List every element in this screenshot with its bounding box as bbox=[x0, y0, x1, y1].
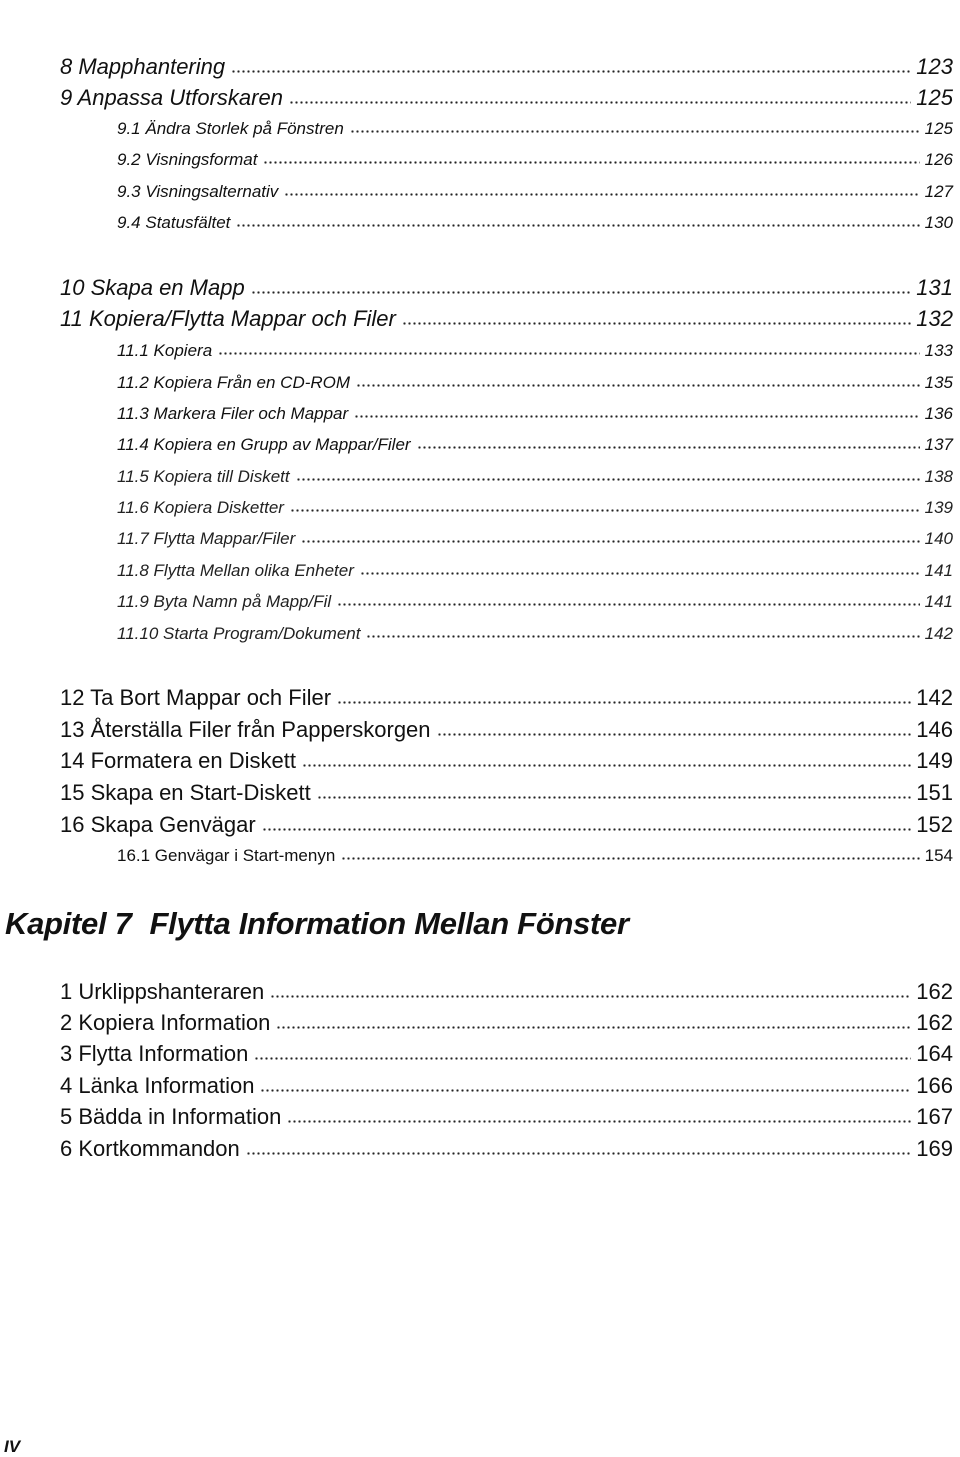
toc-entry-page: 133 bbox=[924, 341, 953, 360]
toc-entry-title: 10 Skapa en Mapp bbox=[60, 275, 245, 300]
toc-entry-title: 9.4 Statusfältet bbox=[117, 213, 231, 232]
toc-entry-title: 11 Kopiera/Flytta Mappar och Filer bbox=[60, 306, 396, 331]
toc-entry-page: 169 bbox=[916, 1136, 953, 1161]
toc-entry[interactable] bbox=[60, 1010, 953, 1036]
dot-leader bbox=[354, 415, 919, 418]
dot-leader bbox=[287, 1120, 911, 1123]
toc-entry-page: 127 bbox=[924, 182, 953, 201]
toc-entry-page: 125 bbox=[924, 119, 953, 138]
toc-entry[interactable] bbox=[117, 624, 953, 646]
toc-entry-page: 139 bbox=[924, 498, 953, 517]
toc-entry-title: 11.6 Kopiera Disketter bbox=[117, 498, 284, 517]
toc-entry[interactable] bbox=[60, 685, 953, 711]
toc-entry-title: 11.7 Flytta Mappar/Filer bbox=[117, 529, 296, 548]
chapter-title: Flytta Information Mellan Fönster bbox=[149, 906, 629, 941]
dot-leader bbox=[366, 635, 919, 638]
dot-leader bbox=[236, 224, 919, 227]
dot-leader bbox=[337, 701, 911, 704]
toc-entry[interactable] bbox=[117, 341, 953, 363]
toc-entry-page: 162 bbox=[916, 979, 953, 1004]
toc-entry-title: 9.2 Visningsformat bbox=[117, 150, 258, 169]
toc-entry-page: 126 bbox=[924, 150, 953, 169]
dot-leader bbox=[290, 509, 920, 512]
dot-leader bbox=[302, 764, 911, 767]
toc-entry[interactable] bbox=[60, 812, 953, 838]
toc-entry-title: 4 Länka Information bbox=[60, 1073, 255, 1098]
toc-entry-title: 5 Bädda in Information bbox=[60, 1104, 282, 1129]
toc-entry-page: 125 bbox=[916, 85, 953, 110]
toc-entry[interactable] bbox=[117, 119, 953, 141]
toc-entry[interactable] bbox=[60, 1136, 953, 1162]
toc-entry[interactable] bbox=[117, 529, 953, 551]
toc-entry-page: 146 bbox=[916, 717, 953, 742]
toc-entry-page: 132 bbox=[916, 306, 953, 331]
toc-entry-title: 11.9 Byta Namn på Mapp/Fil bbox=[117, 592, 332, 611]
toc-entry-title: 3 Flytta Information bbox=[60, 1041, 249, 1066]
toc-entry-page: 142 bbox=[924, 624, 953, 643]
toc-entry-title: 11.3 Markera Filer och Mappar bbox=[117, 404, 349, 423]
dot-leader bbox=[341, 857, 919, 860]
toc-entry-page: 130 bbox=[924, 213, 953, 232]
dot-leader bbox=[231, 70, 911, 73]
page-number: IV bbox=[4, 1437, 21, 1456]
toc-entry-title: 9.1 Ändra Storlek på Fönstren bbox=[117, 119, 344, 138]
toc-entry-page: 123 bbox=[916, 54, 953, 79]
dot-leader bbox=[337, 603, 919, 606]
toc-entry-title: 11.10 Starta Program/Dokument bbox=[117, 624, 361, 643]
dot-leader bbox=[402, 322, 911, 325]
toc-entry-title: 11.4 Kopiera en Grupp av Mappar/Filer bbox=[117, 435, 411, 454]
toc-entry-page: 164 bbox=[916, 1041, 953, 1066]
toc-entry[interactable] bbox=[117, 467, 953, 489]
toc-entry[interactable] bbox=[60, 1041, 953, 1067]
toc-entry-title: 9.3 Visningsalternativ bbox=[117, 182, 279, 201]
toc-entry-page: 140 bbox=[924, 529, 953, 548]
toc-entry-page: 152 bbox=[916, 812, 953, 837]
toc-entry[interactable] bbox=[117, 404, 953, 426]
toc-entry-title: 16.1 Genvägar i Start-menyn bbox=[117, 846, 336, 865]
toc-entry-title: 13 Återställa Filer från Papperskorgen bbox=[60, 717, 431, 742]
toc-entry[interactable] bbox=[60, 780, 953, 806]
dot-leader bbox=[356, 384, 920, 387]
dot-leader bbox=[284, 193, 919, 196]
toc-entry-page: 154 bbox=[924, 846, 953, 865]
toc-entry-title: 12 Ta Bort Mappar och Filer bbox=[60, 685, 332, 710]
chapter-label: Kapitel 7 bbox=[5, 906, 132, 941]
dot-leader bbox=[263, 161, 919, 164]
dot-leader bbox=[251, 291, 912, 294]
dot-leader bbox=[301, 540, 919, 543]
toc-entry-title: 1 Urklippshanteraren bbox=[60, 979, 265, 1004]
dot-leader bbox=[218, 352, 919, 355]
toc-entry[interactable] bbox=[117, 213, 953, 235]
toc-entry[interactable] bbox=[117, 435, 953, 457]
dot-leader bbox=[296, 478, 920, 481]
toc-entry[interactable] bbox=[60, 717, 953, 743]
dot-leader bbox=[246, 1152, 912, 1155]
toc-entry-page: 141 bbox=[924, 561, 953, 580]
toc-entry[interactable] bbox=[117, 592, 953, 614]
toc-entry[interactable] bbox=[60, 306, 953, 332]
dot-leader bbox=[317, 796, 912, 799]
toc-entry-title: 2 Kopiera Information bbox=[60, 1010, 271, 1035]
toc-entry-page: 138 bbox=[924, 467, 953, 486]
toc-entry[interactable] bbox=[60, 1104, 953, 1130]
toc-entry[interactable] bbox=[60, 85, 953, 111]
toc-entry-page: 166 bbox=[916, 1073, 953, 1098]
toc-entry[interactable] bbox=[117, 561, 953, 583]
toc-entry-page: 142 bbox=[916, 685, 953, 710]
toc-entry[interactable] bbox=[117, 150, 953, 172]
toc-entry-title: 11.5 Kopiera till Diskett bbox=[117, 467, 290, 486]
toc-entry-title: 14 Formatera en Diskett bbox=[60, 748, 296, 773]
toc-entry-page: 167 bbox=[916, 1104, 953, 1129]
dot-leader bbox=[350, 130, 920, 133]
toc-entry[interactable] bbox=[117, 182, 953, 204]
toc-entry[interactable] bbox=[60, 54, 953, 80]
toc-entry-title: 16 Skapa Genvägar bbox=[60, 812, 256, 837]
toc-entry[interactable] bbox=[60, 979, 953, 1005]
toc-entry[interactable] bbox=[60, 1073, 953, 1099]
toc-entry-title: 11.2 Kopiera Från en CD-ROM bbox=[117, 373, 351, 392]
toc-entry-page: 131 bbox=[916, 275, 953, 300]
toc-entry-page: 135 bbox=[924, 373, 953, 392]
dot-leader bbox=[417, 446, 920, 449]
dot-leader bbox=[437, 733, 912, 736]
toc-entry[interactable] bbox=[60, 748, 953, 774]
toc-entry-page: 136 bbox=[924, 404, 953, 423]
toc-entry-page: 151 bbox=[916, 780, 953, 805]
toc-entry-title: 8 Mapphantering bbox=[60, 54, 226, 79]
dot-leader bbox=[360, 572, 920, 575]
toc-entry[interactable] bbox=[117, 373, 953, 395]
dot-leader bbox=[254, 1057, 911, 1060]
dot-leader bbox=[289, 101, 911, 104]
toc-entry-page: 141 bbox=[924, 592, 953, 611]
dot-leader bbox=[270, 995, 911, 998]
toc-entry-title: 6 Kortkommandon bbox=[60, 1136, 240, 1161]
dot-leader bbox=[260, 1089, 911, 1092]
toc-entry-title: 9 Anpassa Utforskaren bbox=[60, 85, 283, 110]
toc-entry-page: 149 bbox=[916, 748, 953, 773]
toc-entry[interactable] bbox=[117, 846, 953, 868]
toc-entry-page: 162 bbox=[916, 1010, 953, 1035]
toc-entry[interactable] bbox=[117, 498, 953, 520]
dot-leader bbox=[276, 1026, 911, 1029]
dot-leader bbox=[262, 828, 912, 831]
toc-entry-page: 137 bbox=[924, 435, 953, 454]
toc-entry[interactable] bbox=[60, 275, 953, 301]
toc-entry-title: 11.1 Kopiera bbox=[117, 341, 213, 360]
chapter-heading bbox=[5, 906, 647, 942]
toc-entry-title: 15 Skapa en Start-Diskett bbox=[60, 780, 311, 805]
toc-entry-title: 11.8 Flytta Mellan olika Enheter bbox=[117, 561, 354, 580]
